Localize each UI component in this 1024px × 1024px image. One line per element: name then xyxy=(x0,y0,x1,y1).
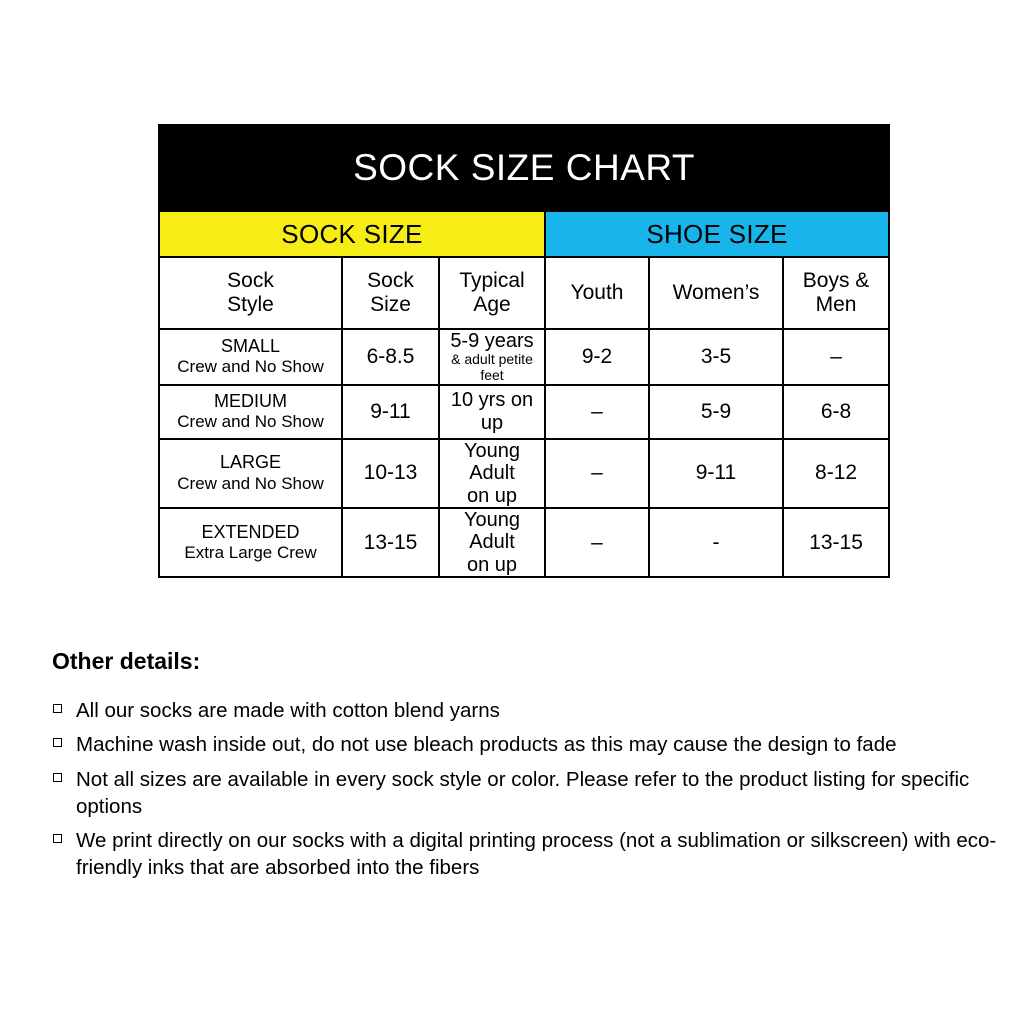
other-details-title: Other details: xyxy=(52,648,201,674)
cell-typical-age xyxy=(439,385,545,439)
table-row xyxy=(159,508,889,577)
group-header-row xyxy=(159,211,889,257)
style-sub: Crew and No Show xyxy=(177,473,324,493)
sock-size-chart-table xyxy=(158,124,890,578)
column-header-sock-size xyxy=(342,257,439,329)
other-details-list xyxy=(52,697,1012,882)
chart-title-row xyxy=(159,125,889,211)
group-header-sock-size: SOCK SIZE xyxy=(159,211,545,257)
cell-sock-size: 6-8.5 xyxy=(342,329,439,385)
cell-womens: 3-5 xyxy=(649,329,783,385)
age-line1: Young Adult xyxy=(464,508,520,554)
column-header-line1: Sock xyxy=(367,269,414,293)
cell-sock-style xyxy=(159,385,342,439)
cell-boys-men: – xyxy=(783,329,889,385)
style-name: SMALL xyxy=(220,335,281,356)
cell-womens: 9-11 xyxy=(649,439,783,508)
column-header-sock-style xyxy=(159,257,342,329)
column-header-line2: Style xyxy=(227,293,274,316)
cell-boys-men: 13-15 xyxy=(783,508,889,577)
column-header-boys-men xyxy=(783,257,889,329)
column-header-line1: Boys & xyxy=(802,269,870,293)
age-line2: on up xyxy=(466,484,518,507)
column-header-youth xyxy=(545,257,649,329)
column-header-typical-age xyxy=(439,257,545,329)
cell-womens: - xyxy=(649,508,783,577)
column-header-line1: Sock xyxy=(227,269,274,293)
age-line1: Young Adult xyxy=(464,439,520,485)
list-item xyxy=(52,827,1012,882)
column-header-line1: Typical xyxy=(459,269,525,293)
other-details-section xyxy=(52,648,1012,889)
style-sub: Crew and No Show xyxy=(177,357,324,377)
cell-womens: 5-9 xyxy=(649,385,783,439)
cell-sock-style xyxy=(159,329,342,385)
age-line1: 10 yrs on up xyxy=(450,389,534,434)
list-item xyxy=(52,731,1012,758)
age-line1: 5-9 years xyxy=(450,330,534,352)
cell-typical-age xyxy=(439,329,545,385)
column-header-line2: Men xyxy=(815,293,857,316)
column-header-line2: Age xyxy=(473,293,511,316)
column-header-line2: Size xyxy=(370,293,411,316)
list-item xyxy=(52,766,1012,821)
style-name: LARGE xyxy=(219,452,282,473)
list-item-text: Machine wash inside out, do not use bleach products as this may cause the design to fade xyxy=(76,733,897,757)
cell-sock-size: 10-13 xyxy=(342,439,439,508)
sock-size-chart-table-wrapper xyxy=(158,124,888,578)
age-line2: & adult petite feet xyxy=(451,351,533,384)
cell-typical-age xyxy=(439,508,545,577)
table-row xyxy=(159,439,889,508)
cell-typical-age xyxy=(439,439,545,508)
cell-youth: – xyxy=(545,385,649,439)
cell-youth: – xyxy=(545,508,649,577)
cell-sock-size: 9-11 xyxy=(342,385,439,439)
cell-sock-size: 13-15 xyxy=(342,508,439,577)
list-item-text: All our socks are made with cotton blend yarns xyxy=(76,699,500,722)
list-item xyxy=(52,697,1012,724)
column-header-womens xyxy=(649,257,783,329)
column-header-row xyxy=(159,257,889,329)
cell-boys-men: 8-12 xyxy=(783,439,889,508)
square-bullet-icon xyxy=(53,773,62,782)
style-name: MEDIUM xyxy=(214,390,287,411)
style-sub: Extra Large Crew xyxy=(184,543,317,563)
style-sub: Crew and No Show xyxy=(177,412,324,432)
table-row xyxy=(159,385,889,439)
group-header-shoe-size: SHOE SIZE xyxy=(545,211,889,257)
cell-sock-style xyxy=(159,439,342,508)
column-header-line1: Youth xyxy=(570,281,624,305)
square-bullet-icon xyxy=(53,834,62,843)
chart-title: SOCK SIZE CHART xyxy=(159,125,889,211)
square-bullet-icon xyxy=(53,704,62,713)
cell-youth: – xyxy=(545,439,649,508)
age-line2: on up xyxy=(466,553,518,576)
cell-youth: 9-2 xyxy=(545,329,649,385)
list-item-text: Not all sizes are available in every sock style or color. Please refer to the product listing for specific options xyxy=(76,767,970,818)
cell-boys-men: 6-8 xyxy=(783,385,889,439)
square-bullet-icon xyxy=(53,738,62,747)
list-item-text: We print directly on our socks with a digital printing process (not a sublimation or silkscreen) with eco-friendly inks that are absorbed into the fibers xyxy=(76,829,997,880)
column-header-line1: Women’s xyxy=(672,281,760,305)
table-row xyxy=(159,329,889,385)
style-name: EXTENDED xyxy=(201,521,300,542)
cell-sock-style xyxy=(159,508,342,577)
